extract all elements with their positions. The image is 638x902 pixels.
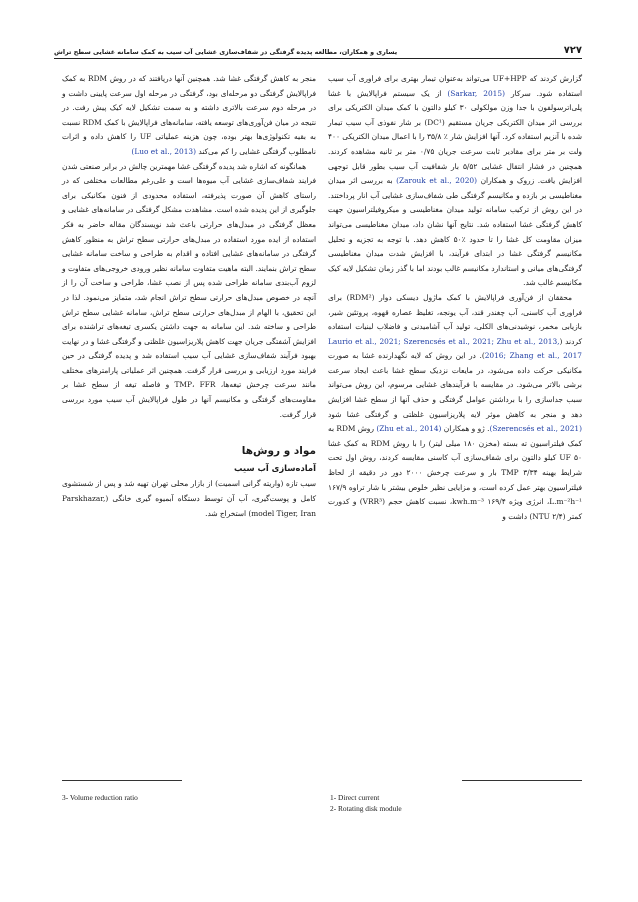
running-header — [54, 36, 582, 59]
text: روش RDM به کمک فیلتراسیون ته بسته (مخزن ۱۸۰ میلی لیتر) را با روش RDM به کمک غشا UF ۵۰ کیلو دالتون برای شفاف‌سازی آب کاسنی مقایسه کردند، روش اول تحت شرایط بهینه TMP ۳/۳۴ بار و سرعت چرخش ۲۰۰۰ دور در دقیقه از لحاظ فیلتراسیون بهتر عمل کرده است، و مزایایی نظیر خلوص بیشتر با شار تراوه ۱۶۷/۹ L.m⁻²h⁻¹، انرژی ویژه ۱۶۹/۴ kwh.m⁻³، نسبت کاهش حجم (VRR³) و کدورت کمتر (NTU ۲/۴) داشت و — [328, 424, 583, 521]
page-number: ۷۲۷ — [563, 45, 582, 56]
right-column — [328, 72, 582, 524]
citation[interactable]: Laurio et al., 2021; Szerencsés et al., 2021; Zhu et al., 2013, 2016; Zhang et al., 2017 — [328, 336, 582, 361]
footnote: 1- Direct current — [330, 793, 380, 802]
paragraph — [328, 72, 582, 291]
paragraph — [62, 72, 316, 160]
footnotes-left — [62, 792, 312, 803]
text: از یک سیستم فراپالایش با غشا پلی‌اترسولفون با جدا وزن مولکولی ۳۰ کیلو دالتون با کمک میدان الکتریکی برای بررسی اثر میدان الکتریکی جریان مستقیم (DC¹) بر شار نفوذی آب سیب تیمار شده با آنزیم استفاده کرد. آنها افزایش شار ٪ ۳۵/۸ را با اعمال میدان الکتریکی ۴۰۰ ولت بر متر برای مقادیر ثابت سرعت جریان ۰/۷۵ متر بر ثانیه مشاهده کردند. همچنین در فشار انتقال غشایی ۵/۵۲ بار شفافیت آب سیب بطور قابل توجهی افزایش یافت. زروک و همکاران — [328, 88, 583, 186]
left-column — [62, 72, 316, 521]
citation[interactable]: (Sarkar, 2015) — [447, 88, 505, 98]
running-title: یساری و همکاران، مطالعه پدیده گرفتگی در شفاف‌سازی غشایی آب سیب به کمک سامانه غشایی سطح تراش — [54, 48, 398, 56]
text: ). در این روش که لایه نگهدارنده غشا به صورت مکانیکی حرکت داده می‌شود، در مایعات نزدیک سطح غشا باعث ایجاد سرعت برشی بالاتر می‌شود. در مقایسه با فرآیندهای غشایی مرسوم، این روش می‌تواند سبب جداسازی را با برداشتن عوامل گرفتگی و حذف آنها از سطح غشا افزایش دهد و منجر به کاهش موثر لایه پلاریزاسیون غلظتی و گرفتگی غشا شود — [328, 351, 582, 419]
text: منجر به کاهش گرفتگی غشا شد. همچنین آنها دریافتند که در روش RDM به کمک فراپالایش گرفتگی دو مرحله‌ای بود، گرفتگی در مرحله اول سرعت پایینی داشت و در مرحله دوم سرعت بالاتری داشته و به سمت تشکیل لایه کیک پیش رفت. در نتیجه در میان فن‌آوری‌های توسعه یافته، سامانه‌های فراپالایش با کمک RDM نسبت به بقیه تکنولوژی‌ها بهتر بوده، چون هزینه عملیاتی UF را کاهش داده و اثرات نامطلوب گرفتگی غشایی را کم می‌کند — [62, 74, 316, 156]
text: سیب تازه (واریته گرانی اسمیت) از بازار محلی تهران تهیه شد و پس از شستشوی کامل و پوست‌گیری، آب آن توسط دستگاه آبمیوه گیری خانگی (Parskhazar, model Tiger, Iran) استخراج شد. — [62, 479, 316, 518]
text: محققان از فن‌آوری فراپالایش با کمک ماژول دیسکی دوار (RDM²) برای فراوری آب کاسنی، آب چغندر قند، آب یونجه، تغلیظ عصاره قهوه، پروتئین شیر، بازیابی مخمر، نوشیدنی‌های الکلی، تولید آب آشامیدنی و فاضلاب لبنیات استفاده کردند ( — [328, 292, 582, 346]
citation[interactable]: (Szerencsés et al., 2021) — [489, 424, 582, 434]
footnotes-right — [330, 792, 580, 814]
text: گزارش کردند که UF+HPP می‌تواند به‌عنوان تیمار بهتری برای فراوری آب سیب استفاده شود. سرکار — [328, 74, 582, 98]
paragraph — [62, 160, 316, 423]
footnote-rule-left — [62, 780, 182, 781]
subsection-heading: آماده‌سازی آب سیب — [234, 462, 316, 473]
footnote-rule-right — [462, 780, 582, 781]
paragraph — [62, 477, 316, 521]
footnote: 3- Volume reduction ratio — [62, 793, 138, 802]
citation[interactable]: (Zhu et al., 2014) — [376, 424, 442, 434]
text: . ژو و همکاران — [443, 424, 490, 434]
section-heading: مواد و روش‌ها — [241, 445, 316, 458]
citation[interactable]: (Luo et al., 2013) — [131, 146, 196, 156]
footnote: 2- Rotating disk module — [330, 804, 402, 813]
text: به بررسی اثر میدان مغناطیسی بر بازده و مکانیسم گرفتگی طی شفاف‌سازی غشایی آب انار پرداختند. در این روش از ترکیب سامانه تولید میدان مغناطیسی و میکروفیلتراسیون جهت کاهش گرفتگی غشا استفاده شد. نتایج آنها نشان داد، میدان مغناطیسی می‌تواند میزان مقاومت کل غشا را تا حدود ٪۵۰ کاهش دهد. با توجه به تجزیه و تحلیل مکانیسم گرفتگی غشا در ابتدای فرآیند، با افزایش شدت میدان مغناطیسی گرفتگی‌های میانی و استاندارد مکانیسم غالب بودند اما با گذر زمان تشکیل لایه کیک مکانیسم غالب شد. — [328, 176, 582, 288]
paragraph — [328, 291, 582, 525]
text: همانگونه که اشاره شد پدیده گرفتگی غشا مهمترین چالش در برابر صنعتی شدن فرایند شفاف‌سازی غشایی آب میوه‌ها است و علی‌رغم مطالعات مختلفی که در راستای کاهش آن صورت پذیرفته، استفاده محدودی از فنون مکانیکی برای جلوگیری از این پدیده شده است. مشاهدت مشکل گرفتگی در سامانه‌های غشایی و معظل گرفتگی در مبدل‌های حرارتی باعث شد نویسندگان مقاله حاضر به فکر استفاده از ایده مورد استفاده در مبدل‌های حرارتی سطح تراش به منظور کاهش گرفتگی در سامانه‌های غشایی افتاده و اقدام به طراحی و ساخت سامانه غشایی سطح تراش بنمایند. البته ماهیت متفاوت سامانه نظیر ورودی خروجی‌های متفاوت و لزوم آب‌بندی سامانه طراحی شده پس از نصب غشا، طراحی و ساخت آن را از آنچه در خصوص مبدل‌های حرارتی سطح تراش انجام شد، متمایز می‌نمود. لذا در این تحقیق، با الهام از مبدل‌های حرارتی سطح تراش، سامانه غشایی سطح تراش طراحی و ساخته شد. این سامانه به جهت داشتن یکسری تیغه‌های تراشنده برای افزایش آشفتگی جریان جهت کاهش پلاریزاسیون غلظتی و گرفتگی غشا و در نهایت بهبود فرآیند شفاف‌سازی غشایی آب سیب استفاده شد و پدیده گرفتگی در حین فرایند مورد ارزیابی و بررسی قرار گرفت. همچنین اثر عملیاتی پارامترهای مختلف مانند سرعت چرخش تیغه‌ها، TMP، FFR و فاصله تیغه از سطح غشا بر مقاومت‌های گرفتگی و مکانیسم آنها در طول فراپالایش آب سیب مورد بررسی قرار گرفت. — [62, 161, 316, 419]
citation[interactable]: (Zarouk et al., 2020) — [396, 176, 478, 186]
